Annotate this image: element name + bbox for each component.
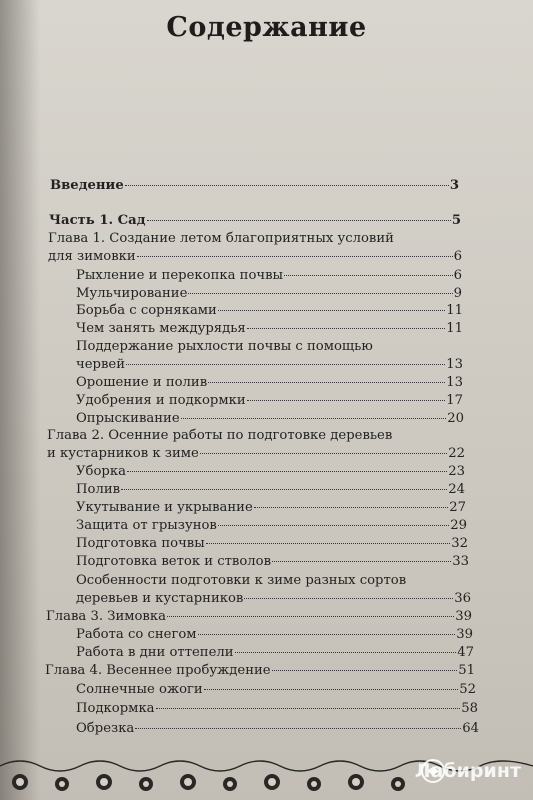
toc-entry-page: 27 bbox=[449, 500, 466, 515]
toc-entry-label: Рыхление и перекопка почвы bbox=[76, 268, 284, 283]
toc-entry bbox=[76, 303, 463, 318]
toc-entry-label: Глава 3. Зимовка bbox=[46, 609, 166, 624]
toc-entry-page: 11 bbox=[446, 303, 463, 318]
toc-entry-label-cont: и кустарников к зиме bbox=[47, 446, 199, 461]
leader-dots bbox=[125, 185, 449, 186]
toc-entry-page: 3 bbox=[449, 178, 459, 193]
toc-entry bbox=[47, 446, 465, 461]
toc-entry bbox=[46, 609, 472, 624]
page-shadow bbox=[0, 0, 40, 800]
toc-entry-label: Укутывание и укрывание bbox=[76, 500, 253, 515]
leader-dots bbox=[167, 616, 454, 617]
toc-entry bbox=[76, 500, 466, 515]
page-title: Содержание bbox=[166, 12, 367, 43]
toc-entry-page: 6 bbox=[453, 249, 462, 264]
toc-entry bbox=[76, 536, 468, 551]
watermark-text: Лабиринт bbox=[414, 760, 521, 782]
toc-entry-label: Чем занять междурядья bbox=[76, 321, 246, 336]
toc-entry bbox=[76, 682, 476, 697]
toc-entry-label: Часть 1. Сад bbox=[49, 213, 146, 228]
leader-dots bbox=[126, 364, 445, 365]
toc-entry bbox=[76, 627, 473, 642]
toc-entry-page: 52 bbox=[459, 682, 476, 697]
toc-entry bbox=[76, 591, 471, 606]
toc-entry bbox=[76, 286, 462, 301]
toc-entry-page: 5 bbox=[451, 213, 461, 228]
toc-entry-page: 33 bbox=[452, 554, 469, 569]
toc-entry-label: Глава 1. Создание летом благоприятных условий bbox=[48, 231, 394, 246]
toc-entry-page: 17 bbox=[446, 393, 463, 408]
leader-dots bbox=[188, 293, 452, 294]
leader-dots bbox=[156, 708, 461, 709]
toc-entry-label: Подготовка веток и стволов bbox=[76, 554, 272, 569]
toc-entry bbox=[76, 482, 465, 497]
toc-entry bbox=[76, 321, 463, 336]
toc-entry-page: 9 bbox=[453, 286, 462, 301]
toc-entry-page: 13 bbox=[446, 375, 463, 390]
toc-entry-label: Мульчирование bbox=[76, 286, 188, 301]
toc-entry bbox=[76, 268, 462, 283]
toc-entry-page: 29 bbox=[450, 518, 467, 533]
toc-entry bbox=[76, 375, 463, 390]
toc-entry-page: 51 bbox=[458, 663, 475, 678]
toc-entry-label: Борьба с сорняками bbox=[76, 303, 217, 318]
toc-entry-page: 20 bbox=[447, 411, 464, 426]
toc-entry-label: Особенности подготовки к зиме разных сортов bbox=[76, 573, 407, 588]
toc-entry-page: 39 bbox=[455, 609, 472, 624]
toc-entry-label: Работа в дни оттепели bbox=[76, 645, 234, 660]
leader-dots bbox=[198, 634, 456, 635]
toc-entry-page: 47 bbox=[457, 645, 474, 660]
toc-entry bbox=[49, 213, 461, 228]
leader-dots bbox=[127, 471, 447, 472]
leader-dots bbox=[247, 328, 445, 329]
toc-entry-label-cont: для зимовки bbox=[48, 249, 136, 264]
toc-entry-label: Опрыскивание bbox=[76, 411, 180, 426]
toc-entry-page: 39 bbox=[456, 627, 473, 642]
leader-dots bbox=[244, 598, 453, 599]
toc-entry-label: Глава 4. Весеннее пробуждение bbox=[45, 663, 271, 678]
leader-dots bbox=[272, 670, 458, 671]
leader-dots bbox=[254, 507, 448, 508]
toc-entry bbox=[76, 721, 479, 736]
leader-dots bbox=[208, 382, 445, 383]
leader-dots bbox=[121, 489, 447, 490]
toc-entry-page: 32 bbox=[451, 536, 468, 551]
leader-dots bbox=[235, 652, 457, 653]
leader-dots bbox=[204, 689, 459, 690]
leader-dots bbox=[218, 525, 449, 526]
toc-entry bbox=[76, 357, 463, 372]
toc-entry-label: Удобрения и подкормки bbox=[76, 393, 246, 408]
toc-entry bbox=[76, 411, 464, 426]
toc-entry-page: 36 bbox=[454, 591, 471, 606]
toc-entry-label: Солнечные ожоги bbox=[76, 682, 203, 697]
leader-dots bbox=[272, 561, 451, 562]
toc-entry-page: 11 bbox=[446, 321, 463, 336]
toc-entry-page: 23 bbox=[448, 464, 465, 479]
toc-entry-label: Полив bbox=[76, 482, 121, 497]
toc-entry-page: 22 bbox=[448, 446, 465, 461]
toc-entry-label-cont: червей bbox=[76, 357, 125, 372]
leader-dots bbox=[284, 275, 453, 276]
toc-entry bbox=[45, 663, 475, 678]
toc-entry-page: 13 bbox=[446, 357, 463, 372]
toc-entry bbox=[76, 393, 463, 408]
toc-entry bbox=[76, 701, 478, 716]
toc-entry-label: Глава 2. Осенние работы по подготовке деревьев bbox=[47, 428, 393, 443]
leader-dots bbox=[218, 310, 445, 311]
toc-entry-label: Работа со снегом bbox=[76, 627, 197, 642]
leader-dots bbox=[181, 418, 447, 419]
toc-entry-label: Введение bbox=[50, 178, 124, 193]
toc-entry bbox=[76, 554, 469, 569]
toc-entry-label: Обрезка bbox=[76, 721, 135, 736]
toc-entry bbox=[76, 464, 465, 479]
toc-entry-label: Защита от грызунов bbox=[76, 518, 217, 533]
toc-entry-page: 58 bbox=[461, 701, 478, 716]
leader-dots bbox=[200, 453, 447, 454]
toc-entry bbox=[76, 518, 467, 533]
toc-entry-label: Орошение и полив bbox=[76, 375, 208, 390]
toc-entry-label-cont: деревьев и кустарников bbox=[76, 591, 244, 606]
leader-dots bbox=[135, 728, 461, 729]
toc-entry-label: Подкормка bbox=[76, 701, 155, 716]
toc-entry bbox=[50, 178, 459, 193]
leader-dots bbox=[137, 256, 453, 257]
toc-entry-label: Подготовка почвы bbox=[76, 536, 205, 551]
toc-entry-page: 24 bbox=[448, 482, 465, 497]
toc-entry bbox=[76, 645, 474, 660]
leader-dots bbox=[206, 543, 450, 544]
leader-dots bbox=[147, 220, 451, 221]
toc-entry-label: Поддержание рыхлости почвы с помощью bbox=[76, 339, 373, 354]
leader-dots bbox=[247, 400, 446, 401]
toc-entry-label: Уборка bbox=[76, 464, 126, 479]
toc-entry bbox=[48, 249, 462, 264]
toc-entry-page: 6 bbox=[453, 268, 462, 283]
toc-entry-page: 64 bbox=[462, 721, 479, 736]
